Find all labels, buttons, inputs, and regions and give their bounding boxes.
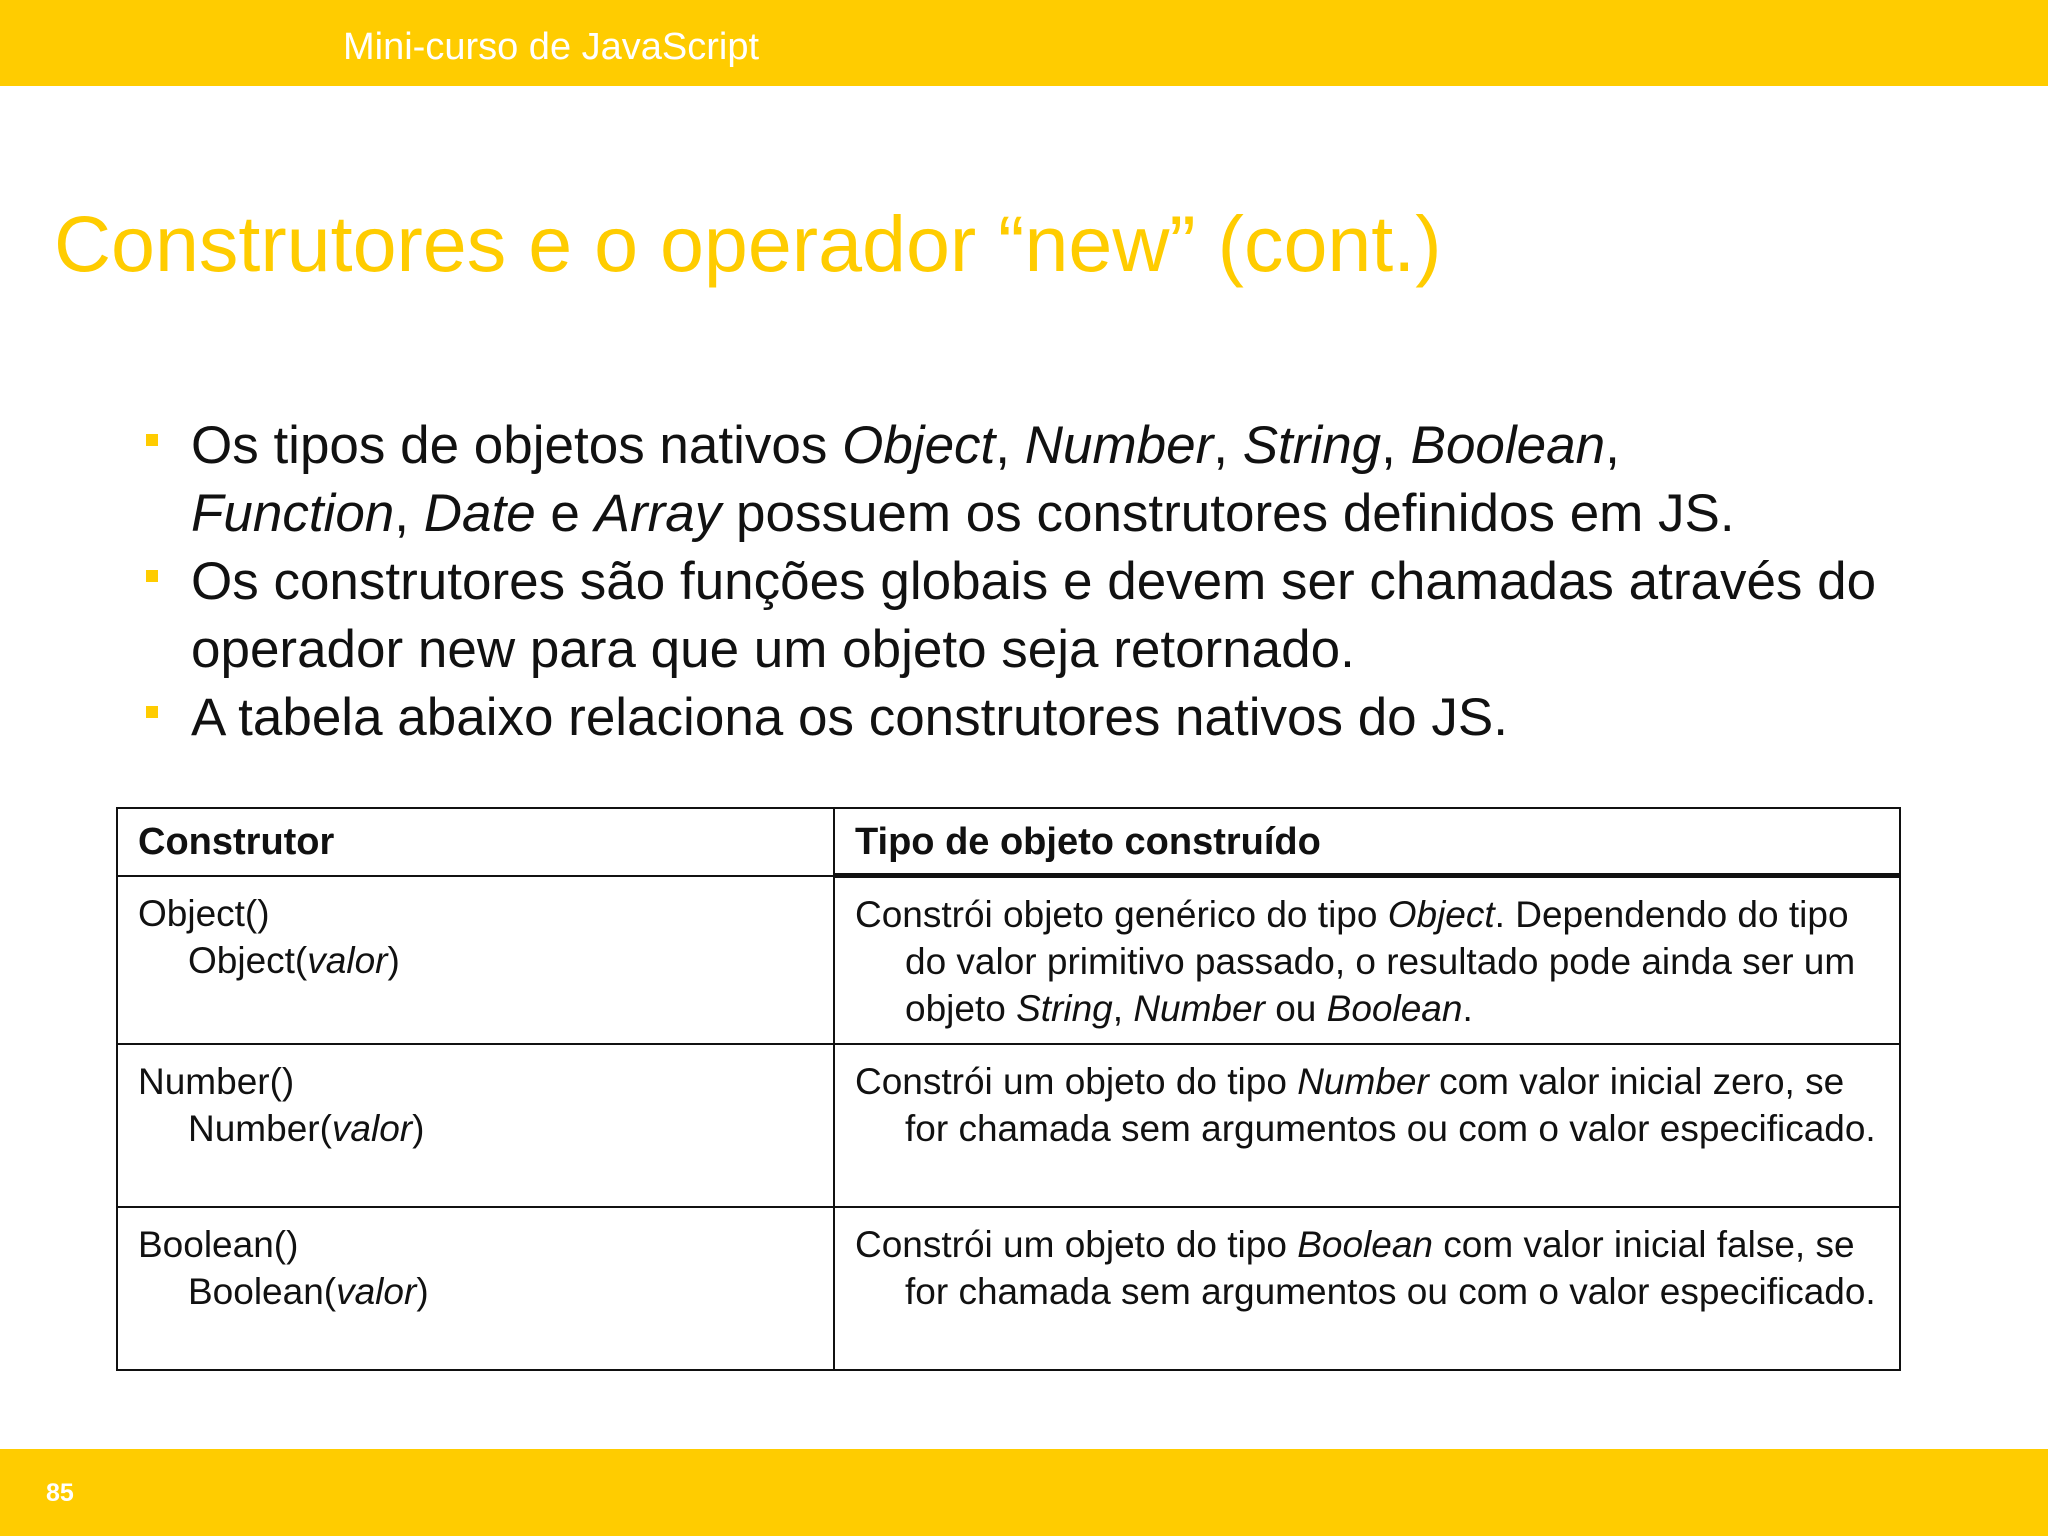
table-row [117,876,1900,1045]
type-name: String [1242,416,1382,475]
type-name: Number [1024,416,1214,475]
constructor-signature: Boolean(valor) [188,1271,429,1312]
bullet-text: , [1381,416,1411,475]
description-cell [834,876,1900,1045]
bullet-text: , [995,416,1025,475]
table-row [117,1044,1900,1207]
column-header-object-type: Tipo de objeto construído [834,808,1900,876]
constructor-signature: Object() [138,892,270,934]
header-bar [0,0,2048,86]
type-name: Object [842,416,996,475]
bullet-item [144,548,1964,684]
bullet-item [144,412,1964,548]
constructor-signature: Boolean() [138,1224,299,1265]
description-text: Constrói objeto genérico do tipo Object. Dependendo do tipo do valor primitivo passado, o resultado pode ainda ser um objeto String, Number ou Boolean. [855,894,1856,1029]
bullet-text: e [535,484,595,543]
bullet-text: Os tipos de objetos nativos [191,416,843,475]
constructor-signature: Number(valor) [188,1108,425,1149]
type-name: Function [191,484,395,543]
slide-title: Construtores e o operador “new” (cont.) [54,199,1442,288]
description-cell [834,1044,1900,1207]
column-header-constructor: Construtor [117,808,834,876]
bullet-square-icon [146,706,158,718]
type-name: Boolean [1410,416,1606,475]
bullet-text: , [394,484,424,543]
constructor-cell [117,1044,834,1207]
bullet-square-icon [146,434,158,446]
constructor-signature: Number() [138,1061,295,1102]
page-number: 85 [46,1479,74,1507]
type-name: Date [423,484,536,543]
bullet-item [144,684,1964,752]
bullet-text: possuem os construtores definidos em JS. [721,484,1735,543]
bullet-text: A tabela abaixo relaciona os construtores nativos do JS. [191,688,1508,747]
description-text: Constrói um objeto do tipo Number com valor inicial zero, se for chamada sem argumentos ou com o valor especificado. [855,1061,1876,1149]
constructor-cell [117,1207,834,1370]
table-header-row [117,808,1900,876]
footer-bar [0,1449,2048,1536]
constructor-signature: Object(valor) [188,939,400,981]
constructor-cell [117,876,834,1045]
course-title: Mini-curso de JavaScript [343,26,760,68]
type-name: Array [594,484,722,543]
bullet-text: , [1605,416,1620,475]
bullet-list [144,412,1964,752]
table-row [117,1207,1900,1370]
description-text: Constrói um objeto do tipo Boolean com valor inicial false, se for chamada sem argumentos ou com o valor especificado. [855,1224,1876,1312]
bullet-text: Os construtores são funções globais e devem ser chamadas através do operador new para que um objeto seja retornado. [191,552,1877,679]
constructors-table [116,807,1901,1371]
description-cell [834,1207,1900,1370]
bullet-text: , [1213,416,1243,475]
bullet-square-icon [146,570,158,582]
